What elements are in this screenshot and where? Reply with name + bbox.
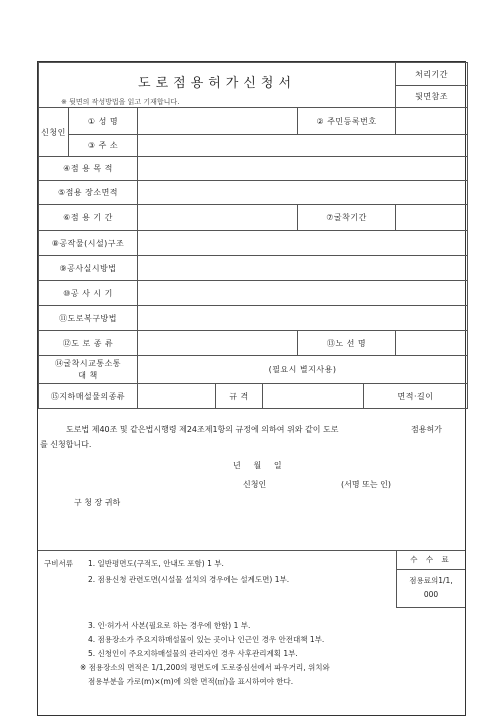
spec-field[interactable] <box>263 384 364 409</box>
title-cell <box>39 63 396 108</box>
form-note: ※ 뒷면의 작성방법을 읽고 기재합니다. <box>61 97 180 106</box>
period-field[interactable] <box>138 205 298 231</box>
route-label: ⑬노 선 명 <box>298 331 396 356</box>
address-label: ③ 주 소 <box>69 135 138 157</box>
purpose-label: ④점 용 목 적 <box>39 157 138 181</box>
construction-period-field[interactable] <box>138 281 468 306</box>
body-text-1: 도로법 제40조 및 같은법시행령 제24조제1항의 규정에 의하여 위와 같이 도로 <box>66 425 339 434</box>
docs-title: 구비서류 <box>44 559 73 568</box>
recipient: 구 청 장 귀하 <box>74 498 121 507</box>
traffic-field[interactable]: (필요시 별지사용) <box>138 356 468 384</box>
underground-field[interactable] <box>138 384 216 409</box>
fee-title: 수 수 료 <box>397 551 465 570</box>
place-field[interactable] <box>138 181 468 205</box>
route-field[interactable] <box>396 331 468 356</box>
restore-field[interactable] <box>138 306 468 331</box>
method-label: ⑨공사실시방법 <box>39 256 138 281</box>
id-label: ② 주민등록번호 <box>298 108 396 135</box>
form-title: 도로점용허가신청서 <box>138 75 297 91</box>
applicant-label: 신청인 <box>39 108 69 157</box>
documents-area <box>38 550 465 717</box>
fee-box <box>396 551 465 608</box>
declaration-area <box>38 415 465 550</box>
form-table <box>38 62 468 409</box>
name-field[interactable] <box>138 108 298 135</box>
dig-period-label: ⑦굴착기간 <box>298 205 396 231</box>
traffic-label-line2: 대 책 <box>78 370 98 380</box>
processing-label: 처리기간 <box>396 63 468 86</box>
construction-period-label: ⑩공 사 시 기 <box>39 281 138 306</box>
doc-item-2: 2. 점용신청 관련도면(시설물 설치의 경우에는 설계도면) 1부. <box>88 575 290 584</box>
sign-note: (서명 또는 인) <box>341 480 391 489</box>
purpose-field[interactable] <box>138 157 468 181</box>
structure-label: ⑧공작물(시설)구조 <box>39 231 138 256</box>
traffic-label-line1: ⑭굴착시교통소통 <box>54 358 122 368</box>
remark-line-2: 점용부분을 가로(m)×(m)에 의한 면적(㎡)을 표시하여야 한다. <box>88 677 294 686</box>
underground-label: ⑮지하매설물의종류 <box>39 384 138 409</box>
date-line: 년 월 일 <box>233 461 282 470</box>
doc-item-3: 3. 인·허가서 사본(필요로 하는 경우에 한함) 1 부. <box>88 621 251 630</box>
road-type-label: ⑫도 로 종 류 <box>39 331 138 356</box>
id-field[interactable] <box>396 108 468 135</box>
method-field[interactable] <box>138 256 468 281</box>
body-text-1b: 점용허가 <box>411 425 442 434</box>
applicant-sign-label: 신청인 <box>243 480 267 489</box>
spec-label: 규 격 <box>216 384 263 409</box>
traffic-label <box>39 356 138 384</box>
restore-label: ⑪도로복구방법 <box>39 306 138 331</box>
application-form <box>37 61 466 716</box>
name-label: ① 성 명 <box>69 108 138 135</box>
doc-item-1: 1. 일반평면도(구적도, 안내도 포함) 1 부. <box>88 559 224 568</box>
remark-line-1: ※ 점용장소의 면적은 1/1,200의 평면도에 도로중심선에서 파우거리, 위치와 <box>80 663 330 672</box>
fee-value <box>397 570 465 602</box>
address-field[interactable] <box>138 135 468 157</box>
processing-value: 뒷면참조 <box>396 86 468 108</box>
fee-value-line2: 000 <box>423 590 439 599</box>
doc-item-4: 4. 점용장소가 주요지하매설물이 있는 곳이나 인근인 경우 안전대책 1부. <box>88 635 325 644</box>
period-label: ⑥점 용 기 간 <box>39 205 138 231</box>
area-label: 면적·길이 <box>364 384 468 409</box>
doc-item-5: 5. 신청인이 주요지하매설물의 관리자인 경우 사후관리계획 1부. <box>88 649 298 658</box>
dig-period-field[interactable] <box>396 205 468 231</box>
place-label: ⑤점용 장소면적 <box>39 181 138 205</box>
body-text-2: 를 신청합니다. <box>40 440 92 449</box>
fee-value-line1: 점용료의1/1, <box>409 576 453 585</box>
road-type-field[interactable] <box>138 331 298 356</box>
structure-field[interactable] <box>138 231 468 256</box>
